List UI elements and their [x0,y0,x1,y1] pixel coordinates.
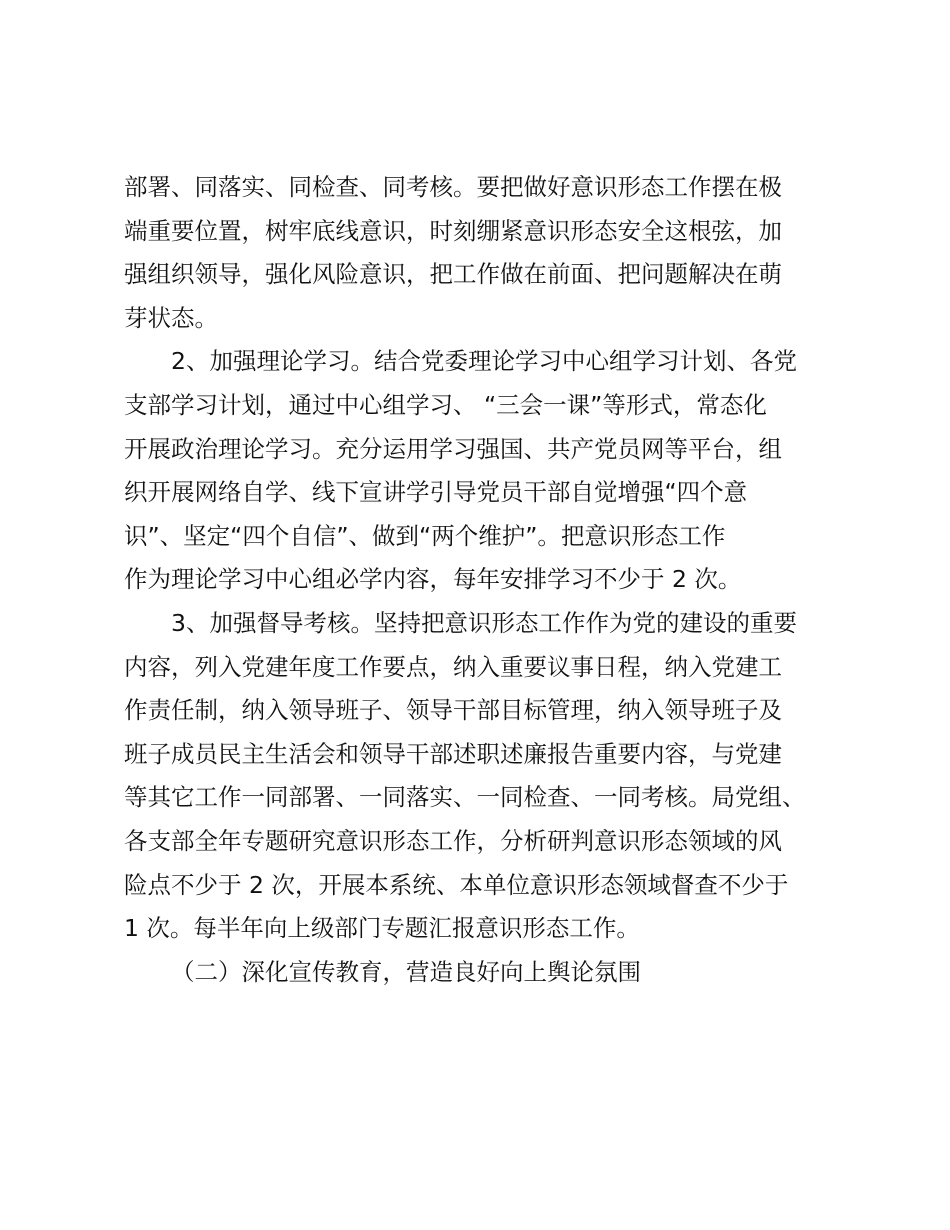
text-line: 部署、同落实、同检查、同考核。要把做好意识形态工作摆在极 [124,173,782,201]
paragraph-start-line: 3、加强督导考核。坚持把意识形态工作作为党的建设的重要 [171,608,797,637]
text-line: 内容，列入党建年度工作要点，纳入重要议事日程，纳入党建工 [124,652,782,681]
text-line: 识”、坚定“四个自信”、做到“两个维护”。把意识形态工作 [124,521,726,550]
text-line: 端重要位置，树牢底线意识，时刻绷紧意识形态安全这根弦，加 [124,216,782,245]
text-line: 支部学习计划，通过中心组学习、 “三会一课”等形式，常态化 [124,390,767,419]
paragraph-start-line: 2、加强理论学习。结合党委理论学习中心组学习计划、各党 [171,347,797,376]
text-line: 强组织领导，强化风险意识，把工作做在前面、把问题解决在萌 [124,260,782,289]
text-line: 1 次。每半年向上级部门专题汇报意识形态工作。 [124,914,640,943]
text-line: 开展政治理论学习。充分运用学习强国、共产党员网等平台，组 [124,434,782,463]
text-line: 芽状态。 [124,303,218,332]
text-line: 作责任制，纳入领导班子、领导干部目标管理，纳入领导班子及 [124,696,782,725]
body-text [124,166,844,994]
text-line: 险点不少于 2 次，开展本系统、本单位意识形态领域督查不少于 [124,870,789,899]
text-line: 各支部全年专题研究意识形态工作，分析研判意识形态领域的风 [124,826,782,855]
section-heading: （二）深化宣传教育，营造良好向上舆论氛围 [171,957,641,986]
text-line: 班子成员民主生活会和领导干部述职述廉报告重要内容，与党建 [124,739,782,768]
text-line: 等其它工作一同部署、一同落实、一同检查、一同考核。局党组、 [124,783,806,812]
text-line: 作为理论学习中心组必学内容，每年安排学习不少于 2 次。 [124,565,742,594]
text-line: 织开展网络自学、线下宣讲学引导党员干部自觉增强“四个意 [124,478,748,507]
